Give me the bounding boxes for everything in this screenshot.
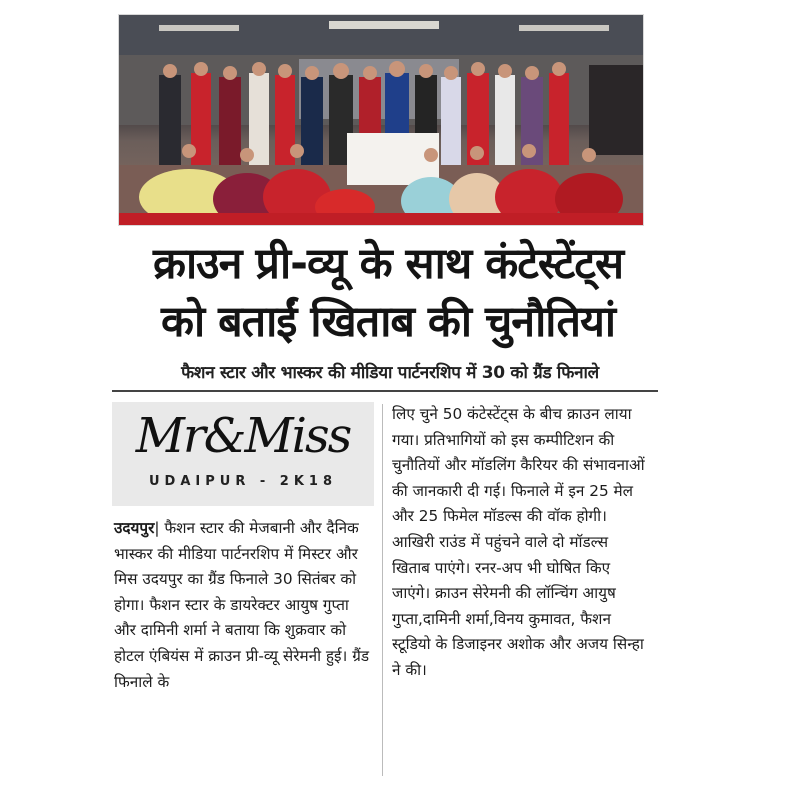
headline-line-1: क्राउन प्री-व्यू के साथ कंटेस्टेंट्स [152,239,624,289]
article-column-left [114,516,374,695]
dateline: उदयपुर [114,519,155,537]
group-photo [118,14,644,226]
divider-rule [112,390,658,392]
event-logo [112,402,374,506]
article-column-right: लिए चुने 50 कंटेस्टेंट्स के बीच क्राउन लाया गया। प्रतिभागियों को इस कम्पीटिशन की चुनौतियों और मॉडलिंग कैरियर की संभावनाओं की जानकारी दी गई। फिनाले में इन 25 मेल और 25 फिमेल मॉडल्स की वॉक होगी। आखिरी राउंड में पहुंचने वाले दो मॉडल्स खिताब पाएंगे। रनर-अप भी घोषित किए जाएंगे। क्राउन सेरेमनी की लॉन्चिंग आयुष गुप्ता,दामिनी शर्मा,विनय कुमावत, फैशन स्टूडियो के डिजाइनर अशोक और अजय सिन्हा ने की। [392,405,645,679]
headline-line-2: को बताईं खिताब की चुनौतियां [160,297,616,347]
subheadline: फैशन स्टार और भास्कर की मीडिया पार्टनरशिप में 30 को ग्रैंड फिनाले [181,363,599,383]
logo-script-text: Mr&Miss [135,408,351,464]
article-left-text: | फैशन स्टार की मेजबानी और दैनिक भास्कर की मीडिया पार्टनरशिप में मिस्टर और मिस उदयपुर का ग्रैंड फिनाले 30 सितंबर को होगा। फैशन स्टार के डायरेक्टर आयुष गुप्ता और दामिनी शर्मा ने बताया कि शुक्रवार को होटल एंबियंस में क्राउन प्री-व्यू सेरेमनी हुई। ग्रैंड फिनाले के [114,519,370,691]
group-photo-illustration [119,15,643,225]
logo-subtitle: UDAIPUR - 2K18 [149,474,337,489]
column-divider [382,404,383,776]
